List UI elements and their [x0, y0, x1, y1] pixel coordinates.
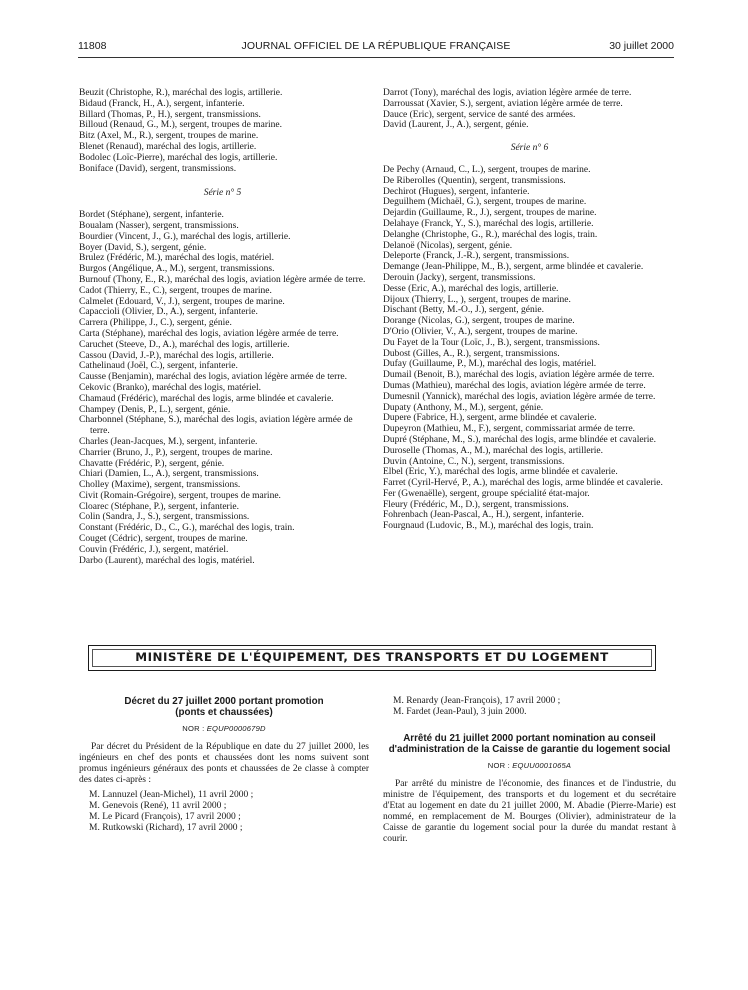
list-item: Dupré (Stéphane, M., S.), maréchal des logis, arme blindée et cavalerie.: [383, 434, 657, 445]
page-number: 11808: [78, 40, 107, 52]
left-column: [79, 88, 366, 566]
ministry-banner: [88, 645, 656, 671]
list-item: Beuzit (Christophe, R.), maréchal des logis, artillerie.: [79, 88, 283, 98]
nor-label: NOR :: [487, 761, 510, 770]
list-item: Carrera (Philippe, J., C.), sergent, génie.: [79, 318, 232, 329]
list-item: Dubost (Gilles, A., R.), sergent, transmissions.: [383, 348, 560, 359]
list-item: Chavatte (Frédéric, P.), sergent, génie.: [79, 458, 225, 469]
list-item: David (Laurent, J., A.), sergent, génie.: [383, 120, 529, 131]
list-item: Boualam (Nasser), sergent, transmissions.: [79, 220, 239, 231]
list-item: Cassou (David, J.-P.), maréchal des logis, artillerie.: [79, 350, 274, 361]
list-item: Dumail (Benoit, B.), maréchal des logis, aviation légère armée de terre.: [383, 370, 655, 381]
list-item: Dupere (Fabrice, H.), sergent, arme blindée et cavalerie.: [383, 413, 597, 424]
serie-5-list: [79, 210, 366, 566]
right-block-1: [383, 88, 676, 131]
list-item: Cadot (Thierry, E., C.), sergent, troupes de marine.: [79, 285, 272, 296]
list-item: Dorange (Nicolas, G.), sergent, troupes de marine.: [383, 316, 575, 327]
list-item: Dauce (Eric), sergent, service de santé des armées.: [383, 109, 576, 120]
list-item: Causse (Benjamin), maréchal des logis, aviation légère armée de terre.: [79, 372, 347, 383]
promotion-item: M. Le Picard (François), 17 avril 2000 ;: [89, 812, 241, 822]
list-item: Duroselle (Thomas, A., M.), maréchal des logis, artillerie.: [383, 445, 604, 456]
decree-title-line-2: (ponts et chaussées): [175, 707, 273, 718]
left-block-1: [79, 88, 366, 174]
list-item: Dumas (Mathieu), maréchal des logis, aviation légère armée de terre.: [383, 380, 646, 391]
list-item: Bourdier (Vincent, J., G.), maréchal des logis, artillerie.: [79, 231, 291, 242]
list-item: Calmelet (Edouard, V., J.), sergent, troupes de marine.: [79, 296, 285, 307]
list-item: Dupeyron (Mathieu, M., F.), sergent, commissariat armée de terre.: [383, 424, 636, 435]
promotion-item: M. Renardy (Jean-François), 17 avril 2000 ;: [393, 696, 561, 706]
list-item: Charles (Jean-Jacques, M.), sergent, infanterie.: [79, 436, 258, 447]
list-item: De Pechy (Arnaud, C., L.), sergent, troupes de marine.: [383, 164, 591, 175]
list-item: Civit (Romain-Grégoire), sergent, troupes de marine.: [79, 490, 281, 501]
nor-code: EQUU0001065A: [512, 761, 572, 770]
list-item: Cekovic (Branko), maréchal des logis, matériel.: [79, 382, 262, 393]
serie-6-heading: Série n° 6: [510, 143, 549, 154]
list-item: Dufay (Guillaume, P., M.), maréchal des logis, matériel.: [383, 359, 597, 370]
list-item: Fourgnaud (Ludovic, B., M.), maréchal des logis, train.: [383, 521, 594, 532]
list-item: Deguilhem (Michaël, G.), sergent, troupes de marine.: [383, 197, 587, 208]
journal-title: JOURNAL OFFICIEL DE LA RÉPUBLIQUE FRANÇAISE: [241, 40, 511, 52]
list-item: Dumesnil (Yannick), maréchal des logis, aviation légère armée de terre.: [383, 391, 656, 402]
promotion-item: M. Rutkowski (Richard), 17 avril 2000 ;: [89, 823, 243, 833]
list-item: Cholley (Maxime), sergent, transmissions.: [79, 480, 241, 491]
list-item: Darrot (Tony), maréchal des logis, aviation légère armée de terre.: [383, 88, 632, 98]
list-item: Bodolec (Loïc-Pierre), maréchal des logis, artillerie.: [79, 152, 278, 163]
list-item: Carta (Stéphane), maréchal des logis, aviation légère armée de terre.: [79, 328, 339, 339]
promotion-item: M. Fardet (Jean-Paul), 3 juin 2000.: [393, 707, 527, 717]
list-item: Chiari (Damien, L., A.), sergent, transmissions.: [79, 469, 259, 480]
banner-inner-frame: [92, 649, 652, 667]
right-column: [383, 88, 676, 532]
list-item: Blenet (Renaud), maréchal des logis, artillerie.: [79, 141, 257, 152]
list-item: Demange (Jean-Philippe, M., B.), sergent, arme blindée et cavalerie.: [383, 262, 644, 273]
decree-nor: [79, 723, 369, 734]
spacer: [383, 718, 676, 733]
list-item: Colin (Sandra, J., S.), sergent, transmissions.: [79, 512, 250, 523]
list-item: Darroussat (Xavier, S.), sergent, aviation légère armée de terre.: [383, 98, 623, 109]
list-item: Fohrenbach (Jean-Pascal, A., H.), sergent, infanterie.: [383, 510, 584, 521]
decree-section: [79, 696, 369, 834]
list-item: Dijoux (Thierry, L., ), sergent, troupes de marine.: [383, 294, 571, 305]
list-item: Bordet (Stéphane), sergent, infanterie.: [79, 210, 224, 221]
decree-title: [79, 696, 369, 718]
list-item: Charrier (Bruno, J., P.), sergent, troupes de marine.: [79, 447, 273, 458]
decree-paragraph: Par décret du Président de la République en date du 27 juillet 2000, les ingénieurs en chef des ponts et chaussées dont les noms suivent sont promus ingénieurs généraux des ponts et chaussées de 2e classe à compter des dates ci-après :: [79, 742, 369, 785]
list-item: Billoud (Renaud, G., M.), sergent, troupes de marine.: [79, 120, 282, 131]
list-item: Billard (Thomas, P., H.), sergent, transmissions.: [79, 109, 261, 120]
list-item: Delahaye (Franck, Y., S.), maréchal des logis, artillerie.: [383, 218, 594, 229]
list-item: Brulez (Frédéric, M.), maréchal des logis, matériel.: [79, 253, 274, 264]
list-item: Cathelinaud (Joël, C.), sergent, infanterie.: [79, 361, 238, 372]
list-item: Caruchet (Steeve, D., A.), maréchal des logis, artillerie.: [79, 339, 290, 350]
list-item: Farret (Cyril-Hervé, P., A.), maréchal des logis, arme blindée et cavalerie.: [383, 478, 663, 489]
list-item: Burgos (Angélique, A., M.), sergent, transmissions.: [79, 264, 275, 275]
list-item: Couvin (Frédéric, J.), sergent, matériel.: [79, 544, 229, 555]
list-item: Delanghe (Christophe, G., R.), maréchal des logis, train.: [383, 229, 598, 240]
list-item: Couget (Cédric), sergent, troupes de marine.: [79, 534, 248, 545]
arrete-title: Arrêté du 21 juillet 2000 portant nomination au conseil d'administration de la Caisse de garantie du logement social: [388, 733, 671, 755]
list-item: Capaccioli (Olivier, D., A.), sergent, infanterie.: [79, 307, 258, 318]
list-item: Boyer (David, S.), sergent, génie.: [79, 242, 207, 253]
arrete-paragraph: Par arrêté du ministre de l'économie, des finances et de l'industrie, du ministre de l'équipement, des transports et du logement et du secrétaire d'Etat au logement en date du 21 juillet 2000, M. Abadie (Pierre-Marie) est nommé, en remplacement de M. Bourges (Olivier), administrateur de la Caisse de garantie du logement social pour la durée du mandat restant à courir.: [383, 779, 676, 844]
list-item: Dechirot (Hugues), sergent, infanterie.: [383, 186, 530, 197]
list-item: Constant (Frédéric, D., C., G.), maréchal des logis, train.: [79, 523, 295, 534]
list-item: Fer (Gwenaëlle), sergent, groupe spécialité état-major.: [383, 488, 590, 499]
nor-label: NOR :: [182, 724, 205, 733]
promotion-item: M. Genevois (René), 11 avril 2000 ;: [89, 801, 227, 811]
list-item: Charbonnel (Stéphane, S.), maréchal des logis, aviation légère armée de terre.: [79, 415, 353, 437]
list-item: Burnouf (Thony, E., R.), maréchal des logis, aviation légère armée de terre.: [79, 274, 366, 285]
header-rule: [78, 57, 674, 58]
page-header: [78, 40, 674, 56]
list-item: D'Orio (Olivier, V., A.), sergent, troupes de marine.: [383, 326, 578, 337]
list-item: Chamaud (Frédéric), maréchal des logis, arme blindée et cavalerie.: [79, 393, 334, 404]
list-item: Boniface (David), sergent, transmissions.: [79, 163, 237, 174]
list-item: De Riberolles (Quentin), sergent, transmissions.: [383, 175, 566, 186]
arrete-section: [383, 696, 676, 849]
list-item: Bidaud (Franck, H., A.), sergent, infanterie.: [79, 98, 245, 109]
list-item: Derouin (Jacky), sergent, transmissions.: [383, 272, 536, 283]
serie-5-heading: Série n° 5: [203, 188, 242, 199]
list-item: Desse (Eric, A.), maréchal des logis, artillerie.: [383, 283, 559, 294]
list-item: Champey (Denis, P., L.), sergent, génie.: [79, 404, 231, 415]
list-item: Cloarec (Stéphane, P.), sergent, infanterie.: [79, 501, 239, 512]
promotion-item: M. Lannuzel (Jean-Michel), 11 avril 2000 ;: [89, 790, 254, 800]
list-item: Deleporte (Franck, J.-R.), sergent, transmissions.: [383, 251, 570, 262]
list-item: Darbo (Laurent), maréchal des logis, matériel.: [79, 555, 255, 566]
arrete-nor: [383, 760, 676, 771]
list-item: Dupaty (Anthony, M., M.), sergent, génie.: [383, 402, 544, 413]
list-item: Bitz (Axel, M., R.), sergent, troupes de marine.: [79, 131, 259, 142]
issue-date: 30 juillet 2000: [609, 40, 674, 52]
list-item: Dischant (Betty, M.-O., J.), sergent, génie.: [383, 305, 544, 316]
list-item: Du Fayet de la Tour (Loïc, J., B.), sergent, transmissions.: [383, 337, 600, 348]
nor-code: EQUP0000679D: [206, 724, 266, 733]
list-item: Duvin (Antoine, C., N.), sergent, transmissions.: [383, 456, 565, 467]
decree-title-line-1: Décret du 27 juillet 2000 portant promotion: [124, 696, 324, 707]
list-item: Dejardin (Guillaume, R., J.), sergent, troupes de marine.: [383, 208, 597, 219]
ministry-title: MINISTÈRE DE L'ÉQUIPEMENT, DES TRANSPORTS ET DU LOGEMENT: [135, 650, 609, 664]
list-item: Elbel (Eric, Y.), maréchal des logis, arme blindée et cavalerie.: [383, 467, 618, 478]
serie-6-list: [383, 165, 676, 532]
list-item: Delanoë (Nicolas), sergent, génie.: [383, 240, 513, 251]
list-item: Fleury (Frédéric, M., D.), sergent, transmissions.: [383, 499, 569, 510]
